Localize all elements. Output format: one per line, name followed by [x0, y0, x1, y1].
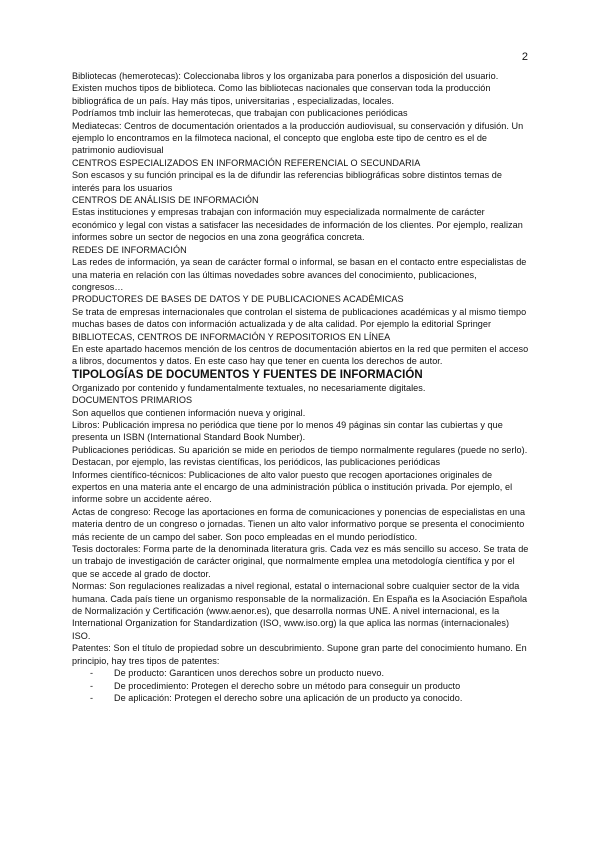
document-body — [72, 70, 530, 704]
list-item — [90, 692, 530, 704]
paragraph-hemerotecas: Podríamos tmb incluir las hemerotecas, que trabajan con publicaciones periódicas — [72, 108, 408, 119]
heading-documentos-primarios: DOCUMENTOS PRIMARIOS — [72, 395, 193, 406]
list-item — [90, 667, 530, 679]
paragraph-redes: Las redes de información, ya sean de carácter formal o informal, se basan en el contacto entre especialistas de una materia en relación con las últimas novedades sobre avances del conocimiento, publicaciones, congresos… — [72, 257, 527, 292]
patent-type-procedimiento: De procedimiento: Protegen el derecho sobre un método para conseguir un producto — [114, 680, 461, 691]
list-item — [90, 680, 530, 692]
page-number: 2 — [521, 51, 528, 63]
patent-type-producto: De producto: Garanticen unos derechos sobre un producto nuevo. — [114, 668, 385, 679]
paragraph-productores: Se trata de empresas internacionales que controlan el sistema de publicaciones académicas y al mismo tiempo muchas bases de datos con información actualizada y de alta calidad. Por ejemplo la editorial Springer — [72, 306, 527, 330]
paragraph-libros: Libros: Publicación impresa no periódica que tiene por lo menos 49 páginas sin contar las cubiertas y que presenta un ISBN (International Standard Book Number). — [72, 419, 503, 443]
paragraph-bibliotecas: Bibliotecas (hemerotecas): Coleccionaba libros y los organizaba para ponerlos a disposición del usuario. Existen muchos tipos de biblioteca. Como las bibliotecas nacionales que conservan toda la producción bibliográfica de un país. Hay más tipos, universitarias , especializadas, locales. — [72, 71, 499, 106]
paragraph-actas: Actas de congreso: Recoge las aportaciones en forma de comunicaciones y ponencias de especialistas en una materia dentro de un congreso o jornadas. Tienen un alto valor informativo porque se presenta el conocimiento más reciente de un campo del saber. Son poco empleadas en el mundo periodístico. — [72, 506, 526, 542]
bullet-dash: - — [90, 668, 94, 679]
paragraph-analisis: Estas instituciones y empresas trabajan con información muy especializada normalmente de carácter económico y legal con vistas a satisfacer las necesidades de información de los clientes. Por ejemplo, realizan informes sobre un sector de negocios en una zona geográfica concreta. — [72, 207, 523, 243]
paragraph-patentes: Patentes: Son el título de propiedad sobre un descubrimiento. Supone gran parte del conocimiento humano. En principio, hay tres tipos de patentes: — [72, 643, 527, 666]
paragraph-publicaciones: Publicaciones periódicas. Su aparición se mide en periodos de tiempo normalmente regulares (puede no serlo). Destacan, por ejemplo, las revistas científicas, los periódicos, las publicaciones periódicas — [72, 444, 528, 468]
paragraph-informes: Informes científico-técnicos: Publicaciones de alto valor puesto que recogen aportaciones originales de expertos en una materia ante el encargo de una administración pública o institución privada. Por ejemplo, el informe sobre un accidente aéreo. — [72, 469, 513, 505]
heading-productores: PRODUCTORES DE BASES DE DATOS Y DE PUBLICACIONES ACADÉMICAS — [72, 294, 404, 305]
paragraph-referencial: Son escasos y su función principal es la de difundir las referencias bibliográficas sobre distintos temas de interés para los usuarios — [72, 170, 502, 193]
heading-redes: REDES DE INFORMACIÓN — [72, 244, 187, 255]
paragraph-primarios: Son aquellos que contienen información nueva y original. — [72, 407, 306, 418]
patent-type-aplicacion: De aplicación: Protegen el derecho sobre una aplicación de un producto ya conocido. — [114, 692, 463, 703]
section-heading-tipologias: TIPOLOGÍAS DE DOCUMENTOS Y FUENTES DE INFORMACIÓN — [72, 368, 423, 381]
bullet-dash: - — [90, 680, 94, 691]
heading-bibliotecas-en-linea: BIBLIOTECAS, CENTROS DE INFORMACIÓN Y REPOSITORIOS EN LÍNEA — [72, 331, 391, 342]
heading-centros-analisis: CENTROS DE ANÁLISIS DE INFORMACIÓN — [72, 195, 259, 206]
heading-centros-referencial: CENTROS ESPECIALIZADOS EN INFORMACIÓN REFERENCIAL O SECUNDARIA — [72, 157, 421, 168]
paragraph-organizado: Organizado por contenido y fundamentalmente textuales, no necesariamente digitales. — [72, 382, 426, 393]
bullet-dash: - — [90, 692, 94, 703]
paragraph-normas: Normas: Son regulaciones realizadas a nivel regional, estatal o internacional sobre cualquier sector de la vida humana. Cada país tiene un organismo responsable de la normalización. En España es la Asociación Española de Normalización y Certificación (www.aenor.es), que desarrolla normas UNE. A nivel internacional, es la International Organization for Standardization (ISO, www.iso.org) la que aplica las normas (internacionales) ISO. — [72, 581, 528, 641]
paragraph-en-linea: En este apartado hacemos mención de los centros de documentación abiertos en la red que permiten el acceso a libros, documentos y datos. En este caso hay que tener en cuenta los derechos de autor. — [72, 343, 529, 367]
patent-types-list — [72, 667, 530, 704]
paragraph-mediatecas: Mediatecas: Centros de documentación orientados a la producción audiovisual, su conservación y difusión. Un ejemplo lo encontramos en la filmoteca nacional, el concepto que engloba este tipo de centro es el de patrimonio audiovisual — [72, 120, 524, 156]
paragraph-tesis: Tesis doctorales: Forma parte de la denominada literatura gris. Cada vez es más sencillo su acceso. Se trata de un trabajo de investigación de carácter original, que normalmente emplea una metodología científica y por el que se accede al grado de doctor. — [72, 544, 529, 579]
